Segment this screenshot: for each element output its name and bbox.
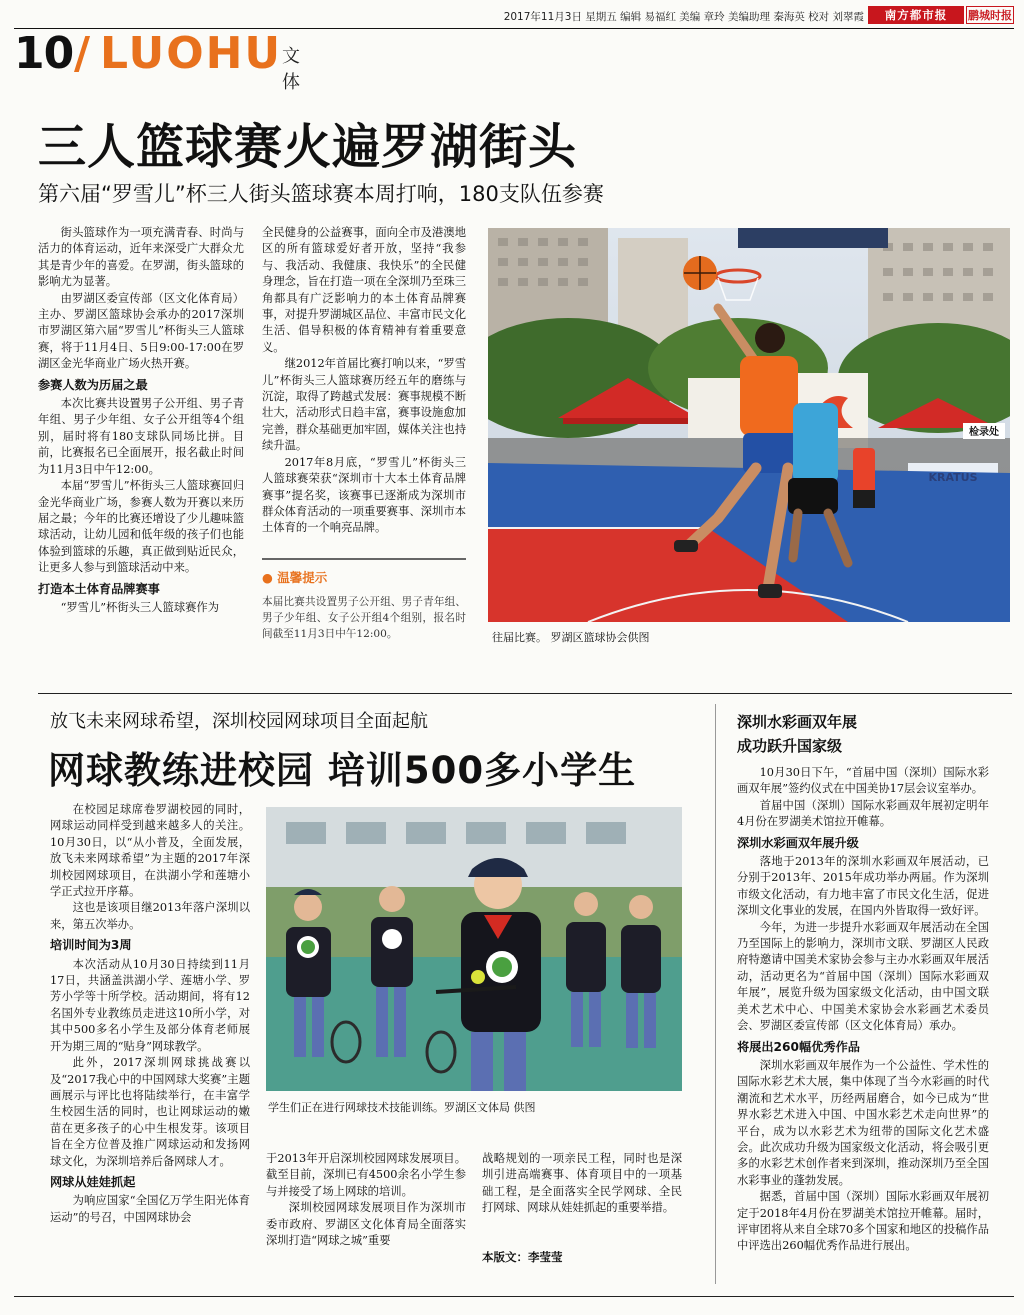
story2-column-1: [50, 802, 250, 1226]
date-editor-line: 2017年11月3日 星期五 编辑 易福红 美编 章玲 美编助理 秦海英 校对 刘翠霞: [503, 11, 864, 23]
basketball-photo-illustration: [488, 228, 1010, 622]
story1-subhead-1: 参赛人数为历届之最: [38, 377, 148, 392]
paragraph: 2017年8月底，“罗雪儿”杯街头三人篮球赛荣获“深圳市十大本土体育品牌赛事”提名奖，该赛事已逐渐成为深圳市群众体育活动的一项重要赛事、深圳市本土体育的一个响亮品牌。: [262, 455, 466, 535]
story3-headline: 深圳水彩画双年展 成功跃升国家级: [737, 713, 858, 755]
paragraph: 于2013年开启深圳校园网球发展项目。截至目前，深圳已有4500余名小学生参与并接受了场上网球的培训。: [266, 1152, 466, 1198]
paragraph: 今年，为进一步提升水彩画双年展活动在全国乃至国际上的影响力，深圳市文联、罗湖区人民政府特邀请中国美术家协会参与主办水彩画双年展活动，活动更名为“首届中国（深圳）国际水彩画双年展”，展览升级为国家级文化活动，由中国文联美术艺术中心、中国美术家协会水彩画艺术委员会、罗湖区委宣传部（区文化体育局）承办。: [737, 920, 989, 1033]
story1-column-1: [38, 225, 244, 616]
story1-subhead-2: 打造本土体育品牌赛事: [38, 581, 160, 596]
story3-subhead-2: 将展出260幅优秀作品: [737, 1039, 860, 1054]
paragraph: 深圳校园网球发展项目作为深圳市委市政府、罗湖区文化体育局全面落实深圳打造“网球之城”重要: [266, 1201, 466, 1248]
byline: 本版文：李莹莹: [482, 1250, 563, 1264]
paragraph: 在校园足球席卷罗湖校园的同时，网球运动同样受到越来越多人的关注。10月30日，以“从小普及，全面发展，放飞未来网球希望”为主题的2017年深圳校园网球项目，在洪湖小学和莲塘小学正式拉开序幕。: [50, 803, 250, 899]
paragraph: 全民健身的公益赛事，面向全市及港澳地区的所有篮球爱好者开放，坚持“我参与、我活动、我健康、我快乐”的全民健身理念，旨在打造一项在全深圳乃至珠三角都具有广泛影响力的本土体育品牌赛事，对提升罗湖城区品位、丰富市民文化生活、倡导积极的体育精神有着重要意义。: [262, 226, 466, 354]
story2-subhead-1: 培训时间为3周: [50, 938, 132, 953]
story1-column-2: [262, 225, 466, 537]
paragraph: 落地于2013年的深圳水彩画双年展活动，已分别于2013年、2015年成功举办两届。作为深圳市级文化活动，有力地丰富了市民文化生活，促进深圳文化事业的发展，在国内外皆取得一致好评。: [737, 855, 989, 918]
paragraph: 本次比赛共设置男子公开组、男子青年组、男子少年组、女子公开组等4个组别，届时将有180支球队同场比拼。目前，比赛报名已全面展开，报名截止时间为11月3日中午12:00。: [38, 397, 244, 476]
masthead-slash: /: [74, 28, 91, 79]
paragraph: 街头篮球作为一项充满青春、时尚与活力的体育运动，近年来深受广大群众尤其是青少年的喜爱。在罗湖，街头篮球的影响尤为显著。: [38, 226, 244, 289]
section-subtitle: 文体: [282, 46, 300, 93]
newspaper-brand-logo: 南方都市报: [868, 6, 964, 24]
basketball-photo: [488, 228, 1010, 622]
paragraph: 由罗湖区委宣传部（区文化体育局）主办、罗湖区篮球协会承办的2017深圳市罗湖区第六届“罗雪儿”杯街头三人篮球赛，将于11月4日、5日9:00-17:00在罗湖区金光华商业广场火热开赛。: [38, 291, 244, 371]
section-title: LUOHU: [100, 28, 283, 79]
paragraph: 本届“罗雪儿”杯街头三人篮球赛回归金光华商业广场，参赛人数为开赛以来历届之最；今年的比赛还增设了少儿趣味篮球活动，让幼儿园和低年级的孩子们也能体验到篮球的乐趣，真正做到贴近民众，让更多人参与到篮球活动中来。: [38, 479, 244, 575]
paragraph: 此外，2017深圳网球挑战赛以及“2017我心中的中国网球大奖赛”主题画展示与评比也将陆续举行，在丰富学生校园生活的同时，也让网球运动的嫩苗在更多孩子的心中生根发芽。该项目旨在全方位普及推广网球运动和发扬网球文化，为深圳培养后备网球人才。: [50, 1056, 250, 1168]
paragraph: 深圳水彩画双年展作为一个公益性、学术性的国际水彩艺术大展，集中体现了当今水彩画的时代潮流和艺术水平，历经两届磨合，如今已成为“世界水彩艺术进入中国、中国水彩艺术走向世界”的平台，成为以水彩艺术为纽带的国际文化艺术盛会。此次成功升级为国家级文化活动，将会吸引更多的水彩艺术创作者来到深圳，推动深圳乃至全国水彩事业的蓬勃发展。: [737, 1058, 989, 1187]
paragraph: “罗雪儿”杯街头三人篮球赛作为: [60, 600, 220, 614]
paragraph: 战略规划的一项亲民工程，同时也是深圳引进高端赛事、体育项目中的一项基础工程，是全面落实全民学网球、全民打网球、网球从娃娃抓起的重要举措。: [482, 1152, 682, 1215]
story2-kicker: 放飞未来网球希望，深圳校园网球项目全面起航: [50, 711, 428, 732]
story3-subhead-1: 深圳水彩画双年展升级: [737, 835, 859, 850]
tennis-photo-illustration: [266, 807, 682, 1091]
tennis-photo: [266, 807, 682, 1091]
story2-column-2: [266, 1151, 466, 1249]
paragraph: 继2012年首届比赛打响以来，“罗雪儿”杯街头三人篮球赛历经五年的磨练与沉淀，取得了跨越式发展：赛事规模不断壮大，活动形式日趋丰富，赛事设施愈加完善，群众基础更加牢固，媒体关注也持续升温。: [262, 357, 466, 453]
paragraph: 为响应国家“全国亿万学生阳光体育运动”的号召，中国网球协会: [50, 1194, 250, 1224]
paragraph: 本次活动从10月30日持续到11月17日，共涵盖洪湖小学、莲塘小学、罗芳小学等十所学校。活动期间，将有12名国外专业教练员走进这10所小学，对其中500多名小学生及部分体育老师展开为期三周的“贴身”网球教学。: [50, 957, 250, 1053]
story2-column-3: [482, 1151, 682, 1217]
page-number: 10: [14, 28, 74, 79]
tip-title: ● 温馨提示: [262, 570, 328, 585]
footer-rule: [14, 1296, 1014, 1297]
story2-headline: 网球教练进校园 培训500多小学生: [48, 749, 637, 792]
tennis-photo-caption: 学生们正在进行网球技术技能训练。罗湖区文体局 供图: [268, 1101, 536, 1114]
paragraph: 据悉，首届中国（深圳）国际水彩画双年展初定于2018年4月份在罗湖美术馆拉开帷幕。届时，评审团将从来自全球70多个国家和地区的投稿作品中评选出260幅优秀作品进行展出。: [737, 1190, 989, 1253]
story1-headline: 三人篮球赛火遍罗湖街头: [38, 119, 578, 175]
story2-subhead-2: 网球从娃娃抓起: [50, 1174, 136, 1189]
story1-subheadline: 第六届“罗雪儿”杯三人街头篮球赛本周打响，180支队伍参赛: [38, 182, 604, 206]
basketball-photo-caption: 往届比赛。 罗湖区篮球协会供图: [492, 631, 650, 644]
tip-text: 本届比赛共设置男子公开组、男子青年组、男子少年组、女子公开组4个组别，报名时间截至11月3日中午12:00。: [262, 596, 466, 640]
paragraph: 首届中国（深圳）国际水彩画双年展初定明年4月份在罗湖美术馆拉开帷幕。: [737, 798, 989, 829]
story3-body: [737, 765, 989, 1255]
page-header-bar: [0, 6, 1024, 26]
tip-rule: [262, 558, 466, 560]
photo-sign-sponsor: KRATUS: [928, 471, 978, 484]
supplement-logo: 鹏城时报: [966, 6, 1014, 24]
section-divider: [38, 693, 1012, 694]
paragraph: 10月30日下午，“首届中国（深圳）国际水彩画双年展”签约仪式在中国美协17层会议室举办。: [737, 766, 989, 796]
column-divider: [715, 704, 716, 1284]
paragraph: 这也是该项目继2013年落户深圳以来，第五次举办。: [50, 901, 250, 931]
tip-bullet-icon: ●: [262, 570, 273, 585]
photo-sign-checkin: 检录处: [969, 427, 999, 438]
